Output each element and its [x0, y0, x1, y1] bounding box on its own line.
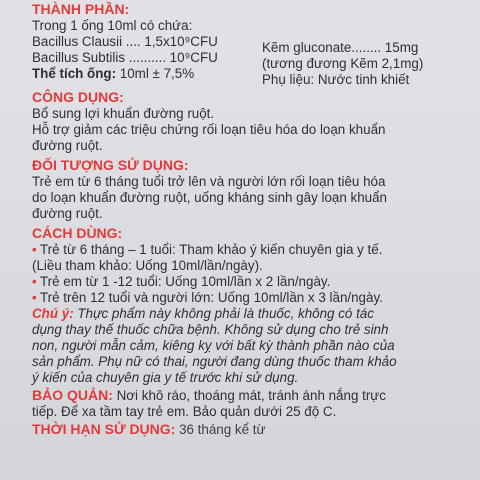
storage-line-1: BẢO QUẢN: Nơi khô ráo, thoáng mát, tránh ánh nắng trực — [32, 387, 386, 403]
dosage-item-1-note: (Liều tham khảo: Uống 10ml/lần/ngày). — [32, 258, 263, 273]
heading-bao-quan: BẢO QUẢN: — [32, 387, 113, 403]
uses-line-2: Hỗ trợ giảm các triệu chứng rối loạn tiêu hóa do loạn khuẩn — [32, 122, 386, 137]
shelf-life-value: 36 tháng kể từ — [175, 422, 266, 437]
warning-line-2: dụng thay thế thuốc chữa bệnh. Không sử dụng cho trẻ sinh — [32, 322, 389, 337]
bullet-icon: • — [32, 290, 37, 305]
composition-left — [32, 18, 262, 82]
warning-line-1: Chú ý: Thực phẩm này không phải là thuốc, không có tác — [32, 306, 374, 321]
ingredient-zinc-gluconate: Kẽm gluconate........ 15mg — [262, 40, 419, 55]
heading-cong-dung: CÔNG DỤNG: — [32, 89, 124, 105]
volume-line — [32, 66, 262, 82]
dosage-item-3: • Trẻ trên 12 tuổi và người lớn: Uống 10ml/lần x 3 lần/ngày. — [32, 290, 383, 305]
bullet-icon: • — [32, 242, 37, 257]
volume-label: Thể tích ống: — [32, 66, 117, 81]
target-line-2: do loạn khuẩn đường ruột, uống kháng sinh gây loạn khuẩn — [32, 190, 388, 205]
dosage-item-1: • Trẻ từ 6 tháng – 1 tuổi: Tham khảo ý kiến chuyên gia y tế. — [32, 242, 383, 257]
ingredient-excipient: Phụ liệu: Nước tinh khiết — [262, 72, 410, 87]
label-text-block — [32, 0, 478, 438]
bullet-icon: • — [32, 274, 37, 289]
composition-block — [32, 18, 478, 88]
ingredient-zinc-equivalent: (tương đương Kẽm 2,1mg) — [262, 56, 424, 71]
shelf-life-line — [32, 420, 478, 438]
target-line-3: đường ruột. — [32, 206, 103, 221]
warning-label: Chú ý: — [32, 306, 74, 321]
composition-right — [262, 40, 478, 88]
ingredient-bacillus-subtilis: Bacillus Subtilis .......... 10⁹CFU — [32, 50, 218, 65]
warning-line-5: ý kiến của chuyên gia y tế trước khi sử dụng. — [32, 370, 299, 385]
volume-value: 10ml ± 7,5% — [116, 66, 195, 81]
warning-line-3: non, người mẫn cảm, kiêng kỵ với bất kỳ thành phần nào của — [32, 338, 395, 353]
composition-intro: Trong 1 ống 10ml có chứa: — [32, 18, 193, 33]
heading-cach-dung: CÁCH DÙNG: — [32, 225, 123, 241]
dosage-item-2: • Trẻ em từ 1 -12 tuổi: Uống 10ml/lần x 2 lần/ngày. — [32, 274, 331, 289]
uses-line-1: Bổ sung lợi khuẩn đường ruột. — [32, 106, 215, 121]
heading-thoi-han: THỜI HẠN SỬ DỤNG: — [32, 421, 176, 437]
target-line-1: Trẻ em từ 6 tháng tuổi trở lên và người lớn rối loạn tiêu hóa — [32, 174, 386, 189]
warning-line-4: sản phẩm. Phụ nữ có thai, người đang dùng thuốc tham khảo — [32, 354, 397, 369]
heading-thanh-phan: THÀNH PHẦN: — [32, 1, 130, 17]
ingredient-bacillus-clausii: Bacillus Clausii .... 1,5x10⁹CFU — [32, 34, 218, 49]
uses-line-3: đường ruột. — [32, 138, 103, 153]
heading-doi-tuong: ĐỐI TƯỢNG SỬ DỤNG: — [32, 157, 189, 173]
storage-line-2: tiếp. Để xa tầm tay trẻ em. Bảo quản dưới 25 độ C. — [32, 404, 337, 419]
